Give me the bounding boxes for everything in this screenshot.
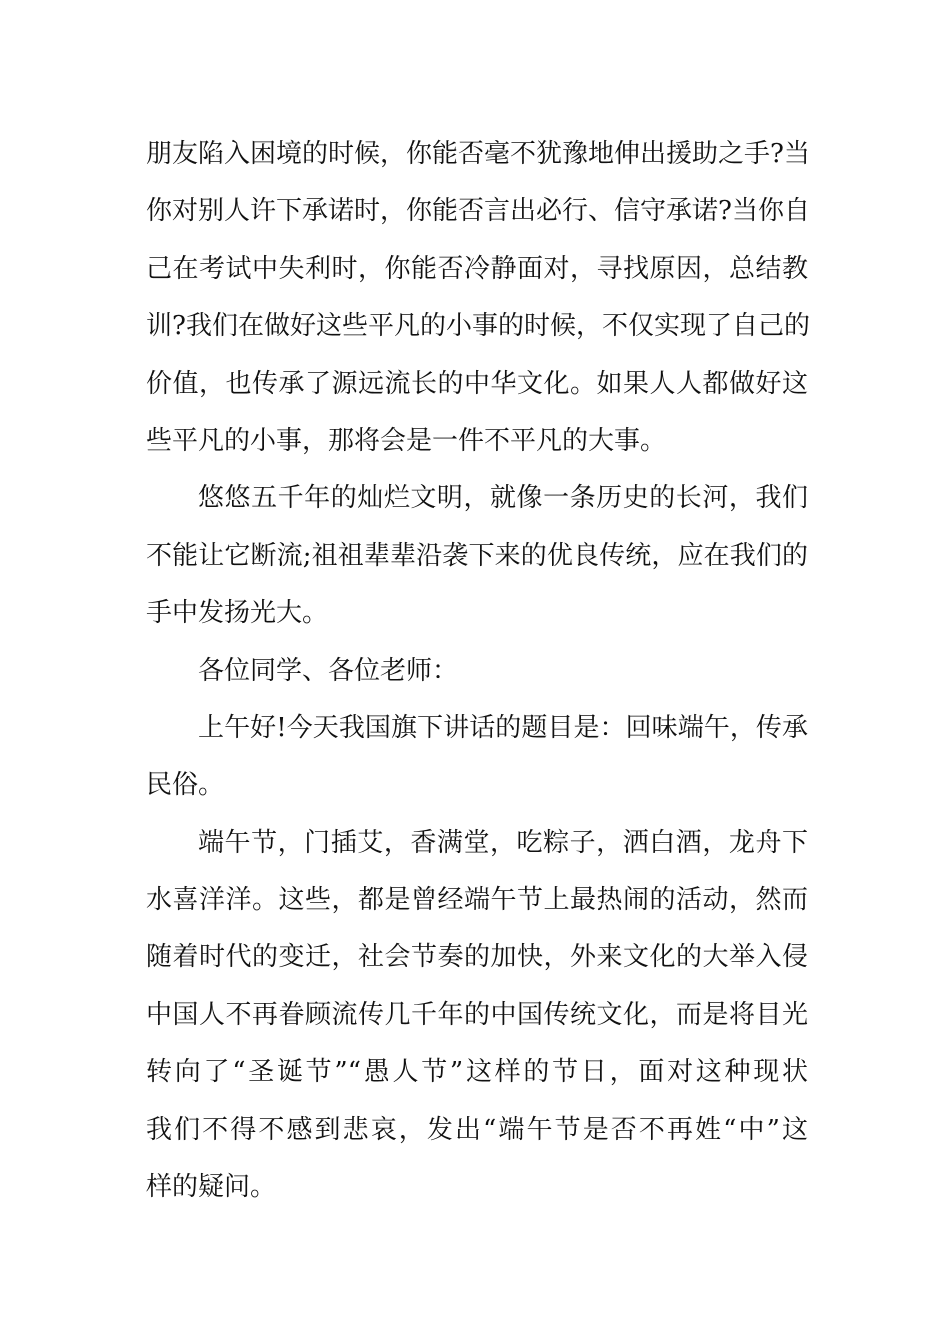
text-line: 己在考试中失利时，你能否冷静面对，寻找原因，总结教 — [146, 253, 808, 284]
text-line: 手中发扬光大。 — [146, 598, 329, 629]
text-line: 些平凡的小事，那将会是一件不平凡的大事。 — [146, 425, 667, 456]
text-line: 水喜洋洋。这些，都是曾经端午节上最热闹的活动，然而 — [146, 885, 808, 916]
text-line: 随着时代的变迁，社会节奏的加快，外来文化的大举入侵 — [146, 942, 808, 973]
text-line: 民俗。 — [146, 770, 225, 801]
text-line: 样的疑问。 — [146, 1172, 277, 1203]
text-line: 端午节，门插艾，香满堂，吃粽子，洒白酒，龙舟下 — [198, 827, 808, 858]
text-line: 转向了“圣诞节”“愚人节”这样的节日，面对这种现状 — [146, 1057, 808, 1088]
text-line: 各位同学、各位老师： — [198, 655, 459, 686]
text-line: 我们不得不感到悲哀，发出“端午节是否不再姓“中”这 — [146, 1114, 808, 1145]
text-line: 不能让它断流;祖祖辈辈沿袭下来的优良传统，应在我们的 — [146, 540, 808, 571]
text-line: 上午好!今天我国旗下讲话的题目是：回味端午，传承 — [198, 712, 808, 743]
text-line: 训?我们在做好这些平凡的小事的时候，不仅实现了自己的 — [146, 311, 810, 342]
text-line: 中国人不再眷顾流传几千年的中国传统文化，而是将目光 — [146, 999, 808, 1030]
text-line: 价值，也传承了源远流长的中华文化。如果人人都做好这 — [146, 368, 808, 399]
text-line: 你对别人许下承诺时，你能否言出必行、信守承诺?当你自 — [146, 196, 810, 227]
text-line: 悠悠五千年的灿烂文明，就像一条历史的长河，我们 — [198, 483, 808, 514]
document-body — [146, 126, 808, 1216]
text-line: 朋友陷入困境的时候，你能否毫不犹豫地伸出援助之手?当 — [146, 139, 810, 169]
